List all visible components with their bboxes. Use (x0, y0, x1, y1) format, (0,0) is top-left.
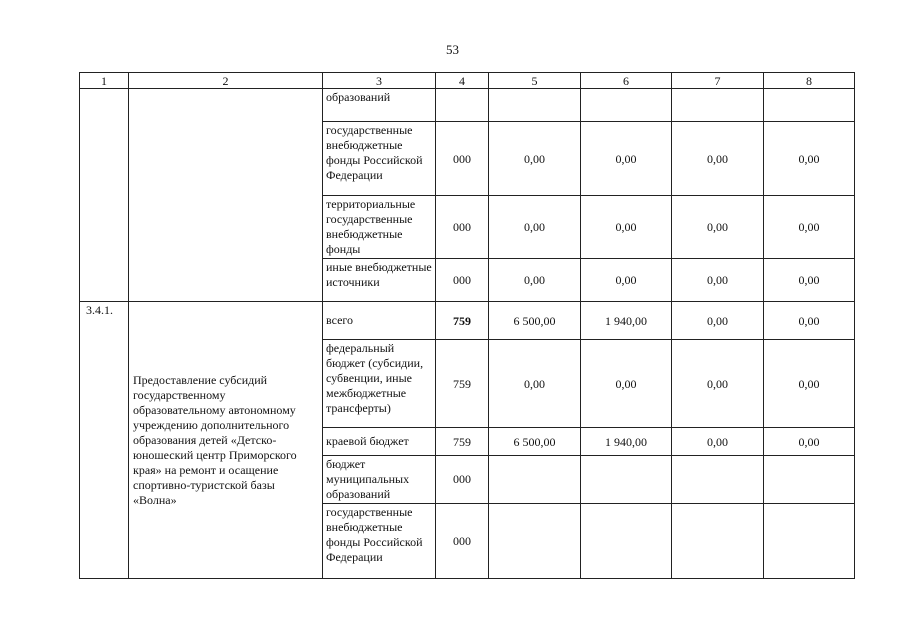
code-cell: 000 (436, 196, 489, 259)
code-cell: 000 (436, 504, 489, 579)
code-cell: 759 (436, 428, 489, 456)
source-cell: федеральный бюджет (субсидии, субвенции, иные межбюджетные трансферты) (323, 340, 436, 428)
source-cell: образований (323, 89, 436, 122)
value-cell: 0,00 (672, 340, 764, 428)
value-cell (489, 504, 581, 579)
source-cell: всего (323, 302, 436, 340)
source-cell: краевой бюджет (323, 428, 436, 456)
value-cell: 0,00 (489, 196, 581, 259)
value-cell (489, 89, 581, 122)
table-row (80, 89, 855, 122)
code-cell: 759 (436, 340, 489, 428)
item-number-cell: 3.4.1. (80, 302, 129, 579)
value-cell: 0,00 (581, 196, 672, 259)
source-cell: территориальные государственные внебюджетные фонды (323, 196, 436, 259)
code-cell (436, 89, 489, 122)
value-cell: 0,00 (581, 122, 672, 196)
value-cell: 0,00 (489, 340, 581, 428)
value-cell (489, 456, 581, 504)
value-cell (581, 456, 672, 504)
source-cell: государственные внебюджетные фонды Российской Федерации (323, 504, 436, 579)
item-number-cell (80, 89, 129, 302)
value-cell: 0,00 (764, 340, 855, 428)
header-col-2: 2 (129, 73, 323, 89)
value-cell: 0,00 (764, 122, 855, 196)
value-cell: 0,00 (581, 340, 672, 428)
value-cell: 1 940,00 (581, 302, 672, 340)
value-cell: 1 940,00 (581, 428, 672, 456)
code-cell: 000 (436, 122, 489, 196)
code-cell: 000 (436, 259, 489, 302)
value-cell: 0,00 (764, 302, 855, 340)
value-cell: 0,00 (764, 196, 855, 259)
header-col-4: 4 (436, 73, 489, 89)
table-row (80, 302, 855, 340)
item-description-cell (129, 89, 323, 302)
source-cell: государственные внебюджетные фонды Российской Федерации (323, 122, 436, 196)
value-cell (764, 504, 855, 579)
value-cell: 0,00 (672, 428, 764, 456)
value-cell: 0,00 (489, 259, 581, 302)
header-col-5: 5 (489, 73, 581, 89)
value-cell (764, 89, 855, 122)
value-cell (581, 504, 672, 579)
value-cell: 0,00 (764, 428, 855, 456)
value-cell: 0,00 (489, 122, 581, 196)
value-cell: 0,00 (764, 259, 855, 302)
item-description-cell: Предоставление субсидий государственному образовательному автономному учреждению дополнительного образования детей «Детско-юношеский центр Приморского края» на ремонт и осащение спортивно-туристской базы «Волна» (129, 302, 323, 579)
code-cell: 000 (436, 456, 489, 504)
value-cell: 0,00 (672, 259, 764, 302)
code-cell: 759 (436, 302, 489, 340)
source-cell: иные внебюджетные источники (323, 259, 436, 302)
value-cell: 0,00 (581, 259, 672, 302)
header-col-1: 1 (80, 73, 129, 89)
budget-table (79, 72, 855, 579)
source-cell: бюджет муниципальных образований (323, 456, 436, 504)
header-col-8: 8 (764, 73, 855, 89)
value-cell: 0,00 (672, 122, 764, 196)
value-cell: 0,00 (672, 302, 764, 340)
value-cell: 0,00 (672, 196, 764, 259)
header-row (80, 73, 855, 89)
value-cell (672, 504, 764, 579)
value-cell: 6 500,00 (489, 302, 581, 340)
value-cell (672, 456, 764, 504)
page-number: 53 (446, 42, 459, 57)
value-cell (672, 89, 764, 122)
value-cell (764, 456, 855, 504)
value-cell (581, 89, 672, 122)
header-col-3: 3 (323, 73, 436, 89)
header-col-7: 7 (672, 73, 764, 89)
header-col-6: 6 (581, 73, 672, 89)
value-cell: 6 500,00 (489, 428, 581, 456)
